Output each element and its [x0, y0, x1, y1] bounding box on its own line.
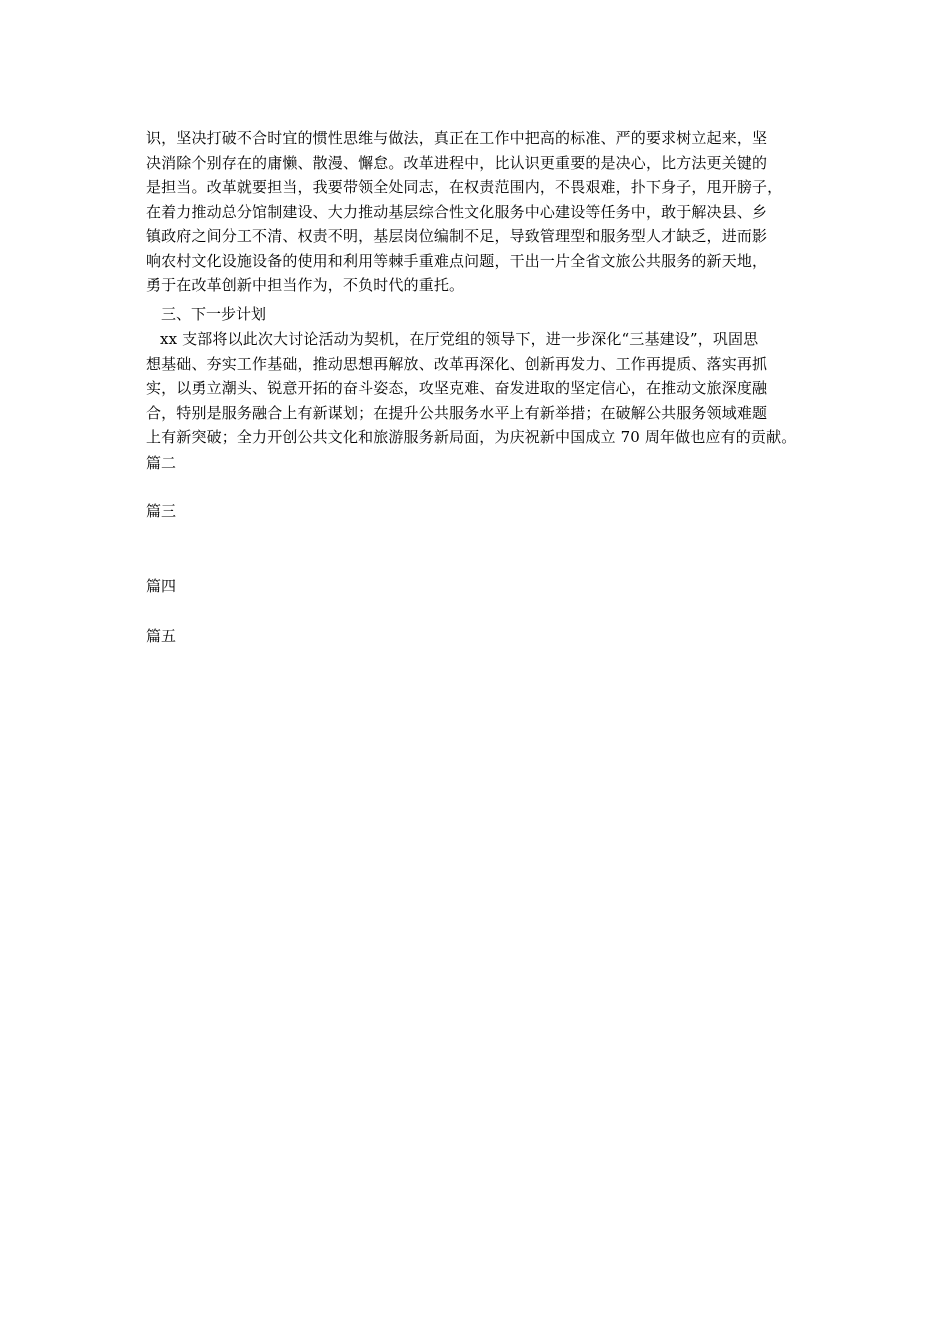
paragraph-line: 上有新突破；全力开创公共文化和旅游服务新局面，为庆祝新中国成立 70 周年做也应有的贡献。 [146, 428, 797, 446]
paragraph-line: 识，坚决打破不合时宜的惯性思维与做法，真正在工作中把高的标准、严的要求树立起来，坚 [146, 129, 768, 147]
paragraph-line: xx 支部将以此次大讨论活动为契机，在厅党组的领导下，进一步深化“三基建设”，巩固思 [160, 330, 759, 348]
article-heading-2: 篇二 [146, 454, 177, 472]
paragraph-next-plan [146, 327, 826, 450]
paragraph-line: 勇于在改革创新中担当作为，不负时代的重托。 [146, 276, 465, 294]
article-heading-3: 篇三 [146, 502, 177, 520]
article-heading-4: 篇四 [146, 577, 177, 595]
article-heading-5: 篇五 [146, 627, 177, 645]
paragraph-line: 想基础、夯实工作基础，推动思想再解放、改革再深化、创新再发力、工作再提质、落实再抓 [146, 354, 768, 373]
paragraph-line: 实，以勇立潮头、锐意开拓的奋斗姿态，攻坚克难、奋发进取的坚定信心，在推动文旅深度融 [146, 379, 768, 397]
paragraph-line: 镇政府之间分工不清、权责不明，基层岗位编制不足，导致管理型和服务型人才缺乏，进而影 [146, 227, 768, 245]
paragraph-reform-commitment [146, 126, 826, 298]
paragraph-line: 是担当。改革就要担当，我要带领全处同志，在权责范围内，不畏艰难，扑下身子，甩开膀子， [146, 178, 783, 196]
paragraph-line: 决消除个别存在的庸懒、散漫、懈怠。改革进程中，比认识更重要的是决心，比方法更关键的 [146, 153, 768, 172]
paragraph-line: 响农村文化设施设备的使用和利用等棘手重难点问题，干出一片全省文旅公共服务的新天地， [146, 251, 768, 270]
paragraph-line: 合，特别是服务融合上有新谋划；在提升公共服务水平上有新举措；在破解公共服务领域难题 [146, 403, 768, 422]
section-heading-next-plan: 三、下一步计划 [161, 305, 267, 323]
paragraph-line: 在着力推动总分馆制建设、大力推动基层综合性文化服务中心建设等任务中，敢于解决县、乡 [146, 202, 768, 221]
